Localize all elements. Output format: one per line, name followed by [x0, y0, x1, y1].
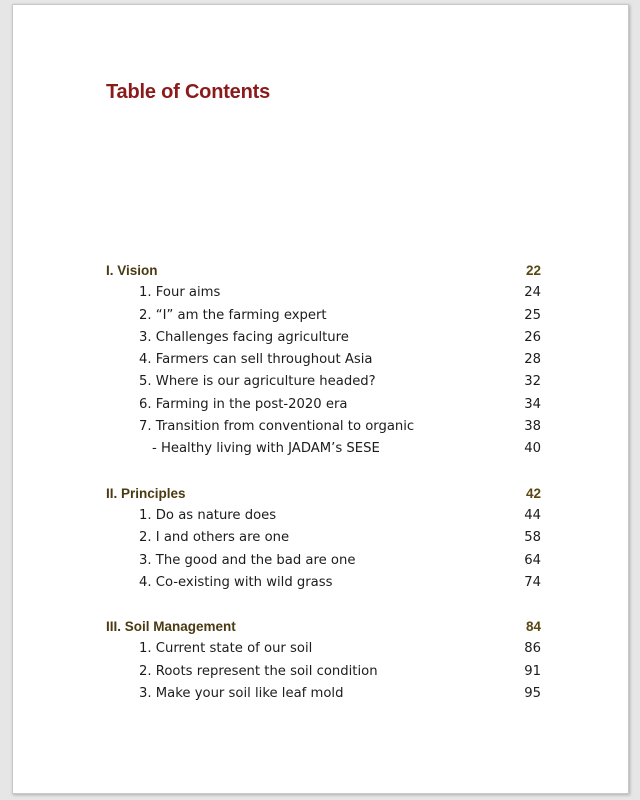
toc-entry[interactable] — [106, 305, 541, 327]
toc-entry-label: 3. Make your soil like leaf mold — [139, 686, 344, 702]
toc-page-number: 58 — [524, 530, 541, 546]
toc-entry-label: 1. Do as nature does — [139, 507, 277, 523]
toc-section-heading[interactable] — [106, 483, 541, 505]
toc-page-number: 22 — [525, 263, 541, 278]
toc-heading-label: II. Principles — [106, 485, 186, 501]
toc-entry-label: 1. Current state of our soil — [139, 641, 313, 657]
toc-entry[interactable] — [106, 683, 541, 705]
toc-page-number: 40 — [524, 441, 541, 457]
toc-entry-label: - Healthy living with JADAM’s SESE — [152, 441, 380, 457]
toc-entry-label: 3. The good and the bad are one — [139, 552, 356, 568]
toc-entry[interactable] — [106, 505, 541, 527]
toc-page-number: 26 — [524, 329, 541, 345]
toc-page-number: 24 — [524, 285, 541, 301]
toc-page-number: 44 — [524, 507, 541, 523]
toc-page-number: 42 — [525, 485, 541, 501]
document-page — [12, 4, 629, 794]
toc-page-number: 28 — [524, 352, 541, 368]
toc-entry[interactable] — [106, 550, 541, 572]
toc-entry[interactable] — [106, 527, 541, 549]
page-title: Table of Contents — [106, 81, 271, 103]
toc-page-number: 64 — [524, 552, 541, 568]
toc-section-heading[interactable] — [106, 616, 541, 638]
toc-entry[interactable] — [106, 349, 541, 371]
toc-entry[interactable] — [106, 282, 541, 304]
toc-entry-label: 5. Where is our agriculture headed? — [139, 374, 376, 390]
toc-page-number: 95 — [524, 686, 541, 702]
toc-section — [106, 260, 541, 461]
toc-entry[interactable] — [106, 371, 541, 393]
toc-entry-label: 3. Challenges facing agriculture — [139, 329, 349, 345]
toc-entry[interactable] — [106, 327, 541, 349]
toc-page-number: 38 — [524, 419, 541, 435]
toc-entry-label: 4. Farmers can sell throughout Asia — [139, 352, 373, 368]
toc-heading-label: III. Soil Management — [106, 619, 236, 635]
toc-entry-label: 7. Transition from conventional to organic — [139, 419, 415, 435]
toc-heading-label: I. Vision — [106, 263, 158, 278]
toc-section — [106, 616, 541, 705]
toc-section-heading[interactable] — [106, 260, 541, 282]
toc-page-number: 84 — [525, 619, 541, 635]
toc-entry-label: 6. Farming in the post-2020 era — [139, 396, 348, 412]
toc-entry[interactable] — [106, 661, 541, 683]
toc-page-number: 91 — [524, 663, 541, 679]
toc-entry[interactable] — [106, 394, 541, 416]
toc-page-number: 34 — [524, 396, 541, 412]
toc-subentry[interactable] — [106, 438, 541, 460]
toc-entry-label: 1. Four aims — [139, 285, 221, 301]
toc-page-number: 32 — [524, 374, 541, 390]
toc-entry-label: 4. Co-existing with wild grass — [139, 574, 333, 590]
table-of-contents — [106, 260, 541, 727]
toc-entry[interactable] — [106, 572, 541, 594]
toc-entry-label: 2. Roots represent the soil condition — [139, 663, 378, 679]
toc-page-number: 86 — [524, 641, 541, 657]
toc-page-number: 74 — [524, 574, 541, 590]
toc-entry[interactable] — [106, 416, 541, 438]
toc-entry-label: 2. I and others are one — [139, 530, 290, 546]
toc-page-number: 25 — [524, 307, 541, 323]
toc-section — [106, 483, 541, 594]
toc-entry-label: 2. “I” am the farming expert — [139, 307, 327, 323]
toc-entry[interactable] — [106, 638, 541, 660]
